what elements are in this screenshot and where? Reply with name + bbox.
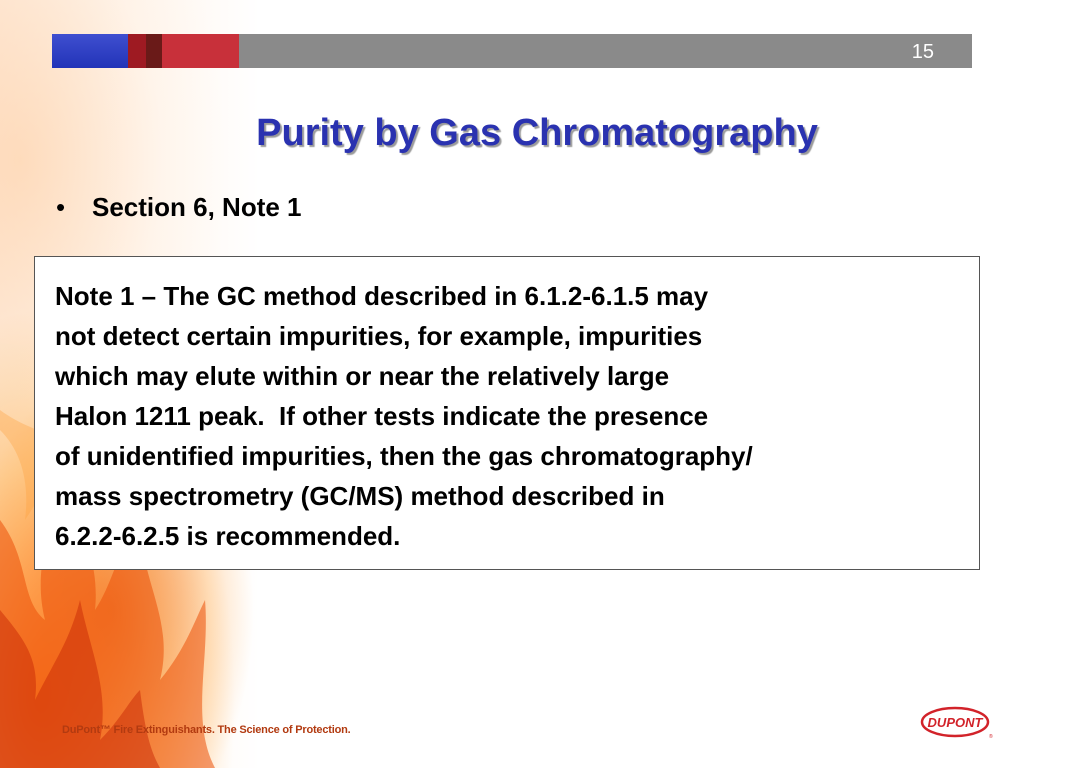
svg-text:®: ® xyxy=(989,734,993,740)
note-line: not detect certain impurities, for example, impurities xyxy=(55,321,703,351)
note-line: Note 1 – The GC method described in 6.1.2-6.1.5 may xyxy=(55,281,709,311)
bullet-item xyxy=(56,192,302,223)
slide-title: Purity by Gas Chromatography xyxy=(256,112,818,154)
bullet-dot: • xyxy=(56,192,66,222)
bullet-text: Section 6, Note 1 xyxy=(92,192,302,222)
note-line: which may elute within or near the relatively large xyxy=(55,361,670,391)
footer-tagline: DuPont™ Fire Extinguishants. The Science of Protection. xyxy=(62,724,351,736)
header-blue-block xyxy=(52,34,128,68)
header-red-block xyxy=(162,34,239,68)
header-bar xyxy=(52,34,972,68)
header-dark-red-block xyxy=(146,34,162,68)
header-gray-bar xyxy=(239,34,972,68)
note-line: 6.2.2-6.2.5 is recommended. xyxy=(55,521,401,551)
note-box xyxy=(34,256,980,570)
page-number: 15 xyxy=(911,41,934,63)
dupont-logo xyxy=(920,706,992,740)
note-line: Halon 1211 peak. If other tests indicate the presence xyxy=(55,401,709,431)
note-line: of unidentified impurities, then the gas chromatography/ xyxy=(55,441,753,471)
note-line: mass spectrometry (GC/MS) method described in xyxy=(55,481,665,511)
header-red-block xyxy=(128,34,146,68)
logo-text: DUPONT xyxy=(927,715,983,730)
